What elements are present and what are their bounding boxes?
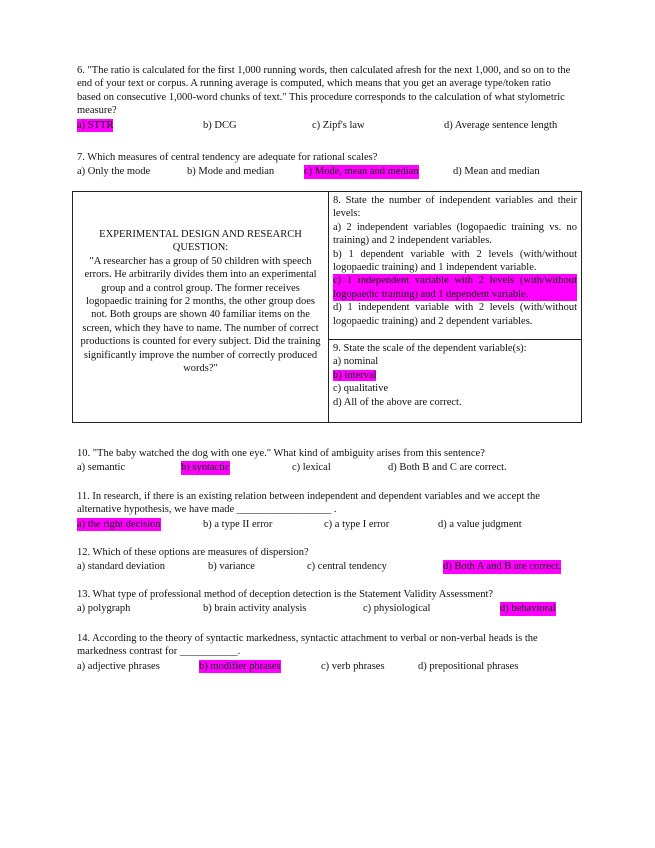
question-8-stem: 8. State the number of independent variables and their levels: [333, 195, 577, 220]
q14-option-a[interactable]: a) adjective phrases [77, 660, 160, 672]
q10-option-b[interactable]: b) syntactic [181, 462, 230, 474]
question-6-stem: 6. "The ratio is calculated for the first 1,000 running words, then calculated afresh for the next 1,000, and so on to the end of your text or corpus. A running average is computed, which means that you get an average type/token ratio based on consecutive 1,000-word chunks of text." This procedure corresponds to the calculation of what stylometric measure? [77, 65, 571, 117]
q10-option-c[interactable]: c) lexical [292, 462, 331, 474]
q12-option-a[interactable]: a) standard deviation [77, 561, 166, 573]
q10-option-d[interactable]: d) Both B and C are correct. [388, 462, 507, 474]
q7-option-b[interactable]: b) Mode and median [187, 166, 275, 178]
q12-option-b[interactable]: b) variance [208, 561, 255, 573]
question-14 [77, 632, 577, 674]
question-6 [77, 64, 577, 133]
question-12-stem: 12. Which of these options are measures of dispersion? [77, 547, 309, 558]
question-13-stem: 13. What type of professional method of deception detection is the Statement Validity Assessment? [77, 589, 494, 600]
question-6-options [77, 119, 577, 133]
q11-option-c[interactable]: c) a type I error [324, 518, 390, 530]
q7-option-d[interactable]: d) Mean and median [453, 166, 540, 178]
q14-option-c[interactable]: c) verb phrases [321, 660, 385, 672]
question-9-stem: 9. State the scale of the dependent variable(s): [333, 343, 527, 354]
question-13 [77, 588, 577, 616]
q13-option-c[interactable]: c) physiological [363, 603, 431, 615]
question-9 [329, 340, 581, 422]
experiment-description [73, 192, 329, 422]
question-13-options [77, 602, 577, 616]
q9-option-d[interactable]: d) All of the above are correct. [333, 396, 462, 408]
experiment-title: EXPERIMENTAL DESIGN AND RESEARCH QUESTION: [99, 229, 302, 254]
q6-option-c[interactable]: c) Zipf's law [312, 119, 365, 131]
q13-option-b[interactable]: b) brain activity analysis [203, 603, 307, 615]
q8-option-c[interactable]: c) 1 independent variable with 2 levels (with/without logopaedic training) and 1 dependent variable. [333, 275, 577, 300]
question-10-stem: 10. "The baby watched the dog with one eye." What kind of ambiguity arises from this sentence? [77, 448, 485, 459]
q8-option-a[interactable]: a) 2 independent variables (logopaedic training vs. no training) and 2 independent variables. [333, 221, 577, 247]
q8-option-d[interactable]: d) 1 independent variable with 2 levels (with/without logopaedic training) and 2 dependent variables. [333, 302, 577, 327]
question-12-options [77, 560, 577, 574]
question-12 [77, 546, 577, 574]
experiment-text: "A researcher has a group of 50 children with speech errors. He arbitrarily divides them into an experimental group and a control group. The former receives logopaedic training for 2 months, the other group does not. Both groups are shown 40 familiar items on the screen, which they have to name. The number of correct productions is counted for every subject. Did the training significantly improve the number of correctly produced words?" [80, 255, 321, 375]
q9-option-a[interactable]: a) nominal [333, 356, 379, 368]
q10-option-a[interactable]: a) semantic [77, 462, 126, 474]
q8-option-b[interactable]: b) 1 dependent variable with 2 levels (with/without logopaedic training) and 1 independent variable. [333, 248, 577, 274]
question-7 [77, 151, 577, 179]
question-14-stem: 14. According to the theory of syntactic markedness, syntactic attachment to verbal or non-verbal heads is the markedness contrast for ___________. [77, 633, 538, 658]
q14-option-b[interactable]: b) modifier phrases [199, 660, 281, 672]
q7-option-c[interactable]: c) Mode, mean and median [304, 166, 419, 178]
q13-option-a[interactable]: a) polygraph [77, 603, 131, 615]
question-10 [77, 447, 577, 475]
q6-option-d[interactable]: d) Average sentence length [444, 119, 558, 131]
q11-option-d[interactable]: d) a value judgment [438, 518, 522, 530]
question-14-options [77, 660, 577, 674]
question-7-options [77, 165, 577, 179]
question-11 [77, 490, 577, 532]
question-7-stem: 7. Which measures of central tendency are adequate for rational scales? [77, 152, 378, 163]
q9-option-b[interactable]: b) interval [333, 369, 377, 381]
question-10-options [77, 461, 577, 475]
question-11-options [77, 518, 577, 532]
q13-option-d[interactable]: d) behavioral [500, 603, 556, 615]
q14-option-d[interactable]: d) prepositional phrases [418, 660, 519, 672]
q11-option-b[interactable]: b) a type II error [203, 518, 273, 530]
q11-option-a[interactable]: a) the right decision [77, 518, 161, 530]
question-8 [329, 192, 581, 340]
q12-option-d[interactable]: d) Both A and B are correct. [443, 561, 562, 573]
experiment-table [72, 191, 582, 423]
q6-option-a[interactable]: a) STTR [77, 119, 114, 131]
q9-option-c[interactable]: c) qualitative [333, 383, 389, 395]
q12-option-c[interactable]: c) central tendency [307, 561, 387, 573]
q7-option-a[interactable]: a) Only the mode [77, 166, 151, 178]
question-11-stem: 11. In research, if there is an existing relation between independent and dependent variables and we accept the alternative hypothesis, we have made __________________ . [77, 491, 540, 516]
q6-option-b[interactable]: b) DCG [203, 119, 237, 131]
